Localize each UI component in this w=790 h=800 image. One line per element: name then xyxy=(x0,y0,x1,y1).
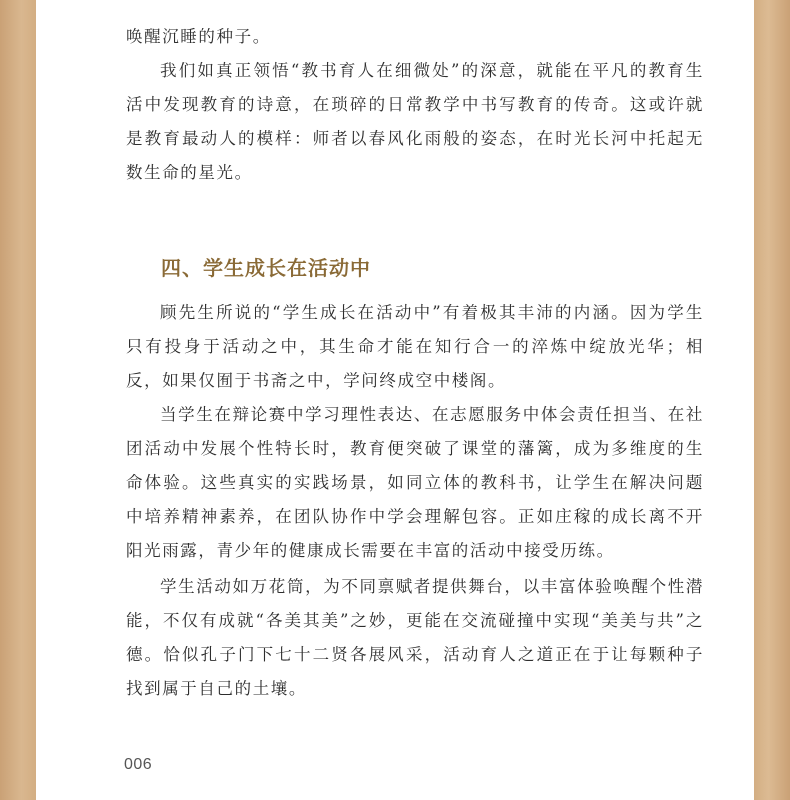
right-background-edge xyxy=(754,0,790,800)
section-paragraph: 顾先生所说的“学生成长在活动中”有着极其丰沛的内涵。因为学生只有投身于活动之中，其生命才能在知行合一的淬炼中绽放光华；相反，如果仅囿于书斋之中，学问终成空中楼阁。 xyxy=(126,303,704,390)
book-page xyxy=(36,0,754,800)
left-background-edge xyxy=(0,0,36,800)
section-paragraph: 学生活动如万花筒，为不同禀赋者提供舞台，以丰富体验唤醒个性潜能，不仅有成就“各美其美”之妙，更能在交流碰撞中实现“美美与共”之德。恰似孔子门下七十二贤各展风采，活动育人之道正在于让每颗种子找到属于自己的土壤。 xyxy=(126,577,704,698)
section-heading: 四、学生成长在活动中 xyxy=(161,256,371,280)
section-paragraph: 当学生在辩论赛中学习理性表达、在志愿服务中体会责任担当、在社团活动中发展个性特长时，教育便突破了课堂的藩篱，成为多维度的生命体验。这些真实的实践场景，如同立体的教科书，让学生在解决问题中培养精神素养，在团队协作中学会理解包容。正如庄稼的成长离不开阳光雨露，青少年的健康成长需要在丰富的活动中接受历练。 xyxy=(126,405,704,560)
paragraph-continuation: 唤醒沉睡的种子。 xyxy=(126,27,271,46)
page-number: 006 xyxy=(124,756,153,773)
paragraph-intro: 我们如真正领悟“教书育人在细微处”的深意，就能在平凡的教育生活中发现教育的诗意，在琐碎的日常教学中书写教育的传奇。这或许就是教育最动人的模样：师者以春风化雨般的姿态，在时光长河中托起无数生命的星光。 xyxy=(126,61,704,182)
